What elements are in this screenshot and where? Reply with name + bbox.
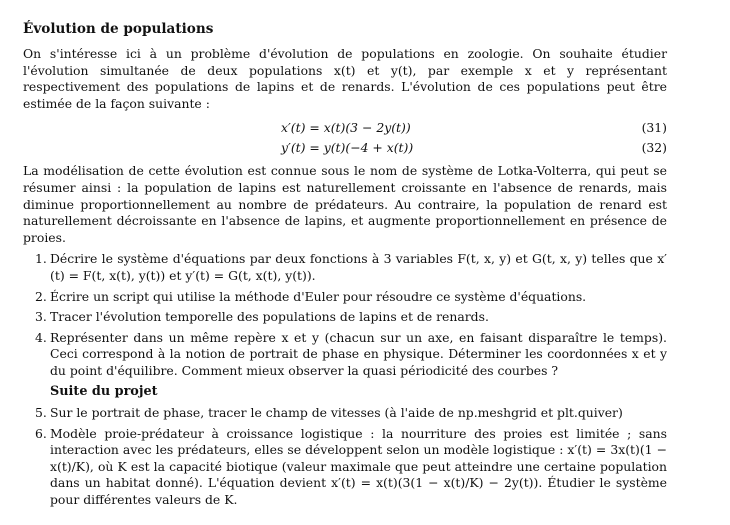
list-item <box>23 251 667 284</box>
task-list-continued <box>23 405 667 509</box>
list-text: Tracer l'évolution temporelle des populations de lapins et de renards. <box>50 309 489 325</box>
list-number: 5. <box>35 405 47 421</box>
list-text: Représenter dans un même repère x et y (chacun sur un axe, en faisant disparaître le temps). Ceci correspond à la notion de portrait de phase en physique. Déterminer les coordonnées x et y du point d'équilibre. Comment mieux observer la quasi périodicité des courbes ? <box>50 329 667 378</box>
list-text: Sur le portrait de phase, tracer le champ de vitesses (à l'aide de np.meshgrid et plt.quiver) <box>50 405 623 421</box>
equation-number: (32) <box>641 140 667 156</box>
list-number: 6. <box>35 425 47 441</box>
list-number: 2. <box>35 288 47 304</box>
list-number: 3. <box>35 309 47 325</box>
list-number: 1. <box>35 251 47 267</box>
list-item <box>23 309 667 326</box>
equation-expression: x′(t) = x(t)(3 − 2y(t)) <box>281 120 411 136</box>
model-paragraph: La modélisation de cette évolution est connue sous le nom de système de Lotka-Volterra, qui peut se résumer ainsi : la population de lapins est naturellement croissante en l'absence de renards, mais diminue proportionnellement au nombre de prédateurs. Au contraire, la population de renard est naturellement décroissante en l'absence de lapins, et augmente proportionnellement en présence de proies. <box>23 163 667 245</box>
suite-heading: Suite du projet <box>50 383 158 399</box>
intro-paragraph: On s'intéresse ici à un problème d'évolution de populations en zoologie. On souhaite étudier l'évolution simultanée de deux populations x(t) et y(t), par exemple x et y représentant respectivement des populations de lapins et de renards. L'évolution de ces populations peut être estimée de la façon suivante : <box>23 46 667 111</box>
equation-31 <box>23 118 667 138</box>
list-item <box>23 426 667 509</box>
document-page <box>23 20 667 513</box>
equation-block <box>23 118 667 158</box>
equation-expression: y′(t) = y(t)(−4 + x(t)) <box>281 140 414 156</box>
list-item <box>23 330 667 380</box>
list-item <box>23 405 667 422</box>
task-list <box>23 251 667 379</box>
section-title: Évolution de populations <box>23 21 214 37</box>
list-text: Modèle proie-prédateur à croissance logistique : la nourriture des proies est limitée ; sans interaction avec les prédateurs, elles se développent selon un modèle logistique : x′(t) = 3x(t)(1 − x(t)/K), où K est la capacité biotique (valeur maximale que peut atteindre une certaine population dans un habitat donné). L'équation devient x′(t) = x(t)(3(1 − x(t)/K) − 2y(t)). Étudier le système pour différentes valeurs de K. <box>50 425 667 508</box>
list-number: 4. <box>35 329 47 345</box>
equation-number: (31) <box>641 120 667 136</box>
list-text: Écrire un script qui utilise la méthode d'Euler pour résoudre ce système d'équations. <box>50 288 587 304</box>
list-item <box>23 289 667 306</box>
list-text: Décrire le système d'équations par deux fonctions à 3 variables F(t, x, y) et G(t, x, y) telles que x′(t) = F(t, x(t), y(t)) et y′(t) = G(t, x(t), y(t)). <box>50 251 667 283</box>
equation-32 <box>23 138 667 158</box>
